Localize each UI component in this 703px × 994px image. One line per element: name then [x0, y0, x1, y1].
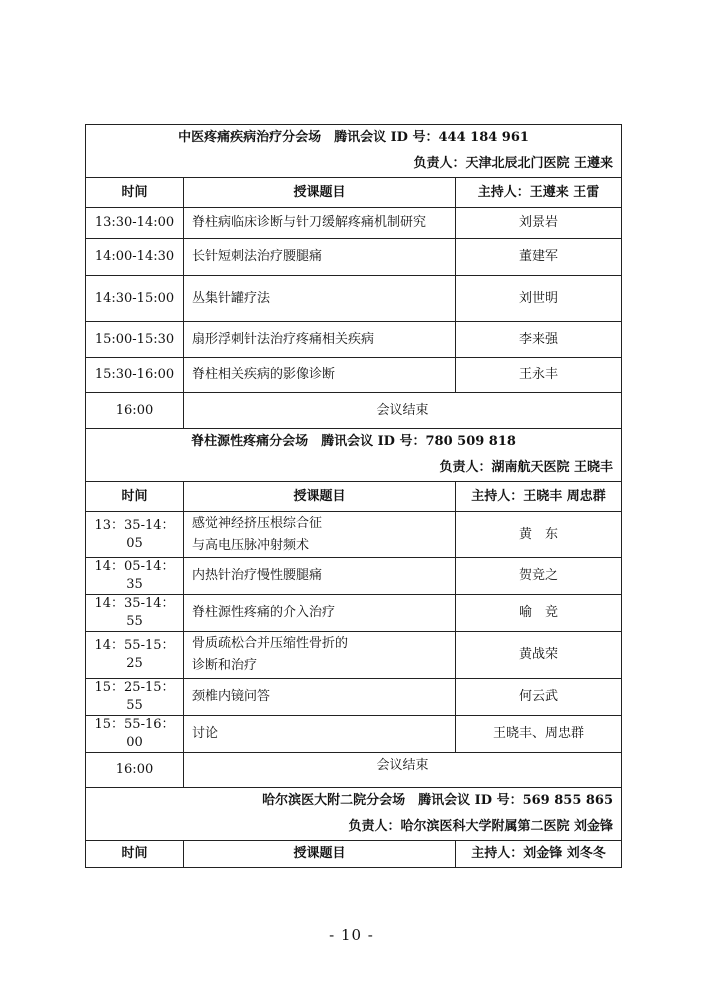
session-speaker: 贺竞之 [456, 558, 622, 595]
session-topic: 内热针治疗慢性腰腿痛 [184, 558, 456, 595]
schedule-sheet [85, 124, 621, 868]
table-row [86, 558, 622, 595]
col-time-header: 时间 [86, 178, 184, 208]
col-topic-header: 授课题目 [184, 482, 456, 512]
table-row [86, 208, 622, 239]
session-time: 14:00-14:30 [86, 239, 184, 276]
table-row-end [86, 393, 622, 429]
session-topic-line: 与高电压脉冲射频术 [192, 537, 310, 553]
session-time: 14:30-15:00 [86, 276, 184, 322]
session-speaker: 李来强 [456, 322, 622, 358]
section-responsible: 负责人：哈尔滨医科大学附属第二医院 刘金锋 [348, 819, 614, 834]
session-speaker: 王晓丰、周忠群 [456, 716, 622, 753]
col-topic-header: 授课题目 [184, 178, 456, 208]
end-time: 16:00 [86, 393, 184, 429]
session-topic: 讨论 [184, 716, 456, 753]
session-time: 15:00-15:30 [86, 322, 184, 358]
session-speaker: 王永丰 [456, 358, 622, 393]
section-responsible: 负责人：湖南航天医院 王晓丰 [439, 460, 614, 475]
session-speaker: 董建军 [456, 239, 622, 276]
table-row [86, 679, 622, 716]
table-row [86, 358, 622, 393]
table-row [86, 595, 622, 632]
session-time: 13:30-14:00 [86, 208, 184, 239]
end-time: 16:00 [86, 753, 184, 788]
session-topic [184, 512, 456, 558]
session-topic: 脊柱源性疼痛的介入治疗 [184, 595, 456, 632]
session-topic: 扇形浮刺针法治疗疼痛相关疾病 [184, 322, 456, 358]
session-speaker: 黄 东 [456, 512, 622, 558]
table-row [86, 716, 622, 753]
session-time: 15：55-16：00 [86, 716, 184, 753]
column-header-row [86, 482, 622, 512]
end-label: 会议结束 [184, 393, 622, 429]
column-header-row [86, 841, 622, 868]
session-topic-line: 诊断和治疗 [192, 658, 258, 673]
table-row [86, 239, 622, 276]
section-header-row [86, 788, 622, 841]
session-topic: 脊柱相关疾病的影像诊断 [184, 358, 456, 393]
col-host-header: 主持人：刘金锋 刘冬冬 [456, 841, 622, 868]
session-speaker: 黄战荣 [456, 632, 622, 679]
table-row [86, 632, 622, 679]
section-header [86, 429, 622, 482]
table-row [86, 512, 622, 558]
column-header-row [86, 178, 622, 208]
session-speaker: 刘世明 [456, 276, 622, 322]
section-title: 脊柱源性疼痛分会场 腾讯会议 ID 号：780 509 818 [191, 434, 516, 449]
session-topic: 颈椎内镜问答 [184, 679, 456, 716]
session-topic: 脊柱病临床诊断与针刀缓解疼痛机制研究 [184, 208, 456, 239]
section-title: 中医疼痛疾病治疗分会场 腾讯会议 ID 号：444 184 961 [178, 130, 529, 145]
session-time: 14：55-15：25 [86, 632, 184, 679]
table-row [86, 276, 622, 322]
session-time: 14：35-14：55 [86, 595, 184, 632]
section-header-row [86, 125, 622, 178]
session-topic: 丛集针罐疗法 [184, 276, 456, 322]
page-number: - 10 - [329, 926, 374, 944]
section-responsible: 负责人：天津北辰北门医院 王遵来 [413, 156, 614, 171]
col-host-header: 主持人：王遵来 王雷 [456, 178, 622, 208]
session-time: 15:30-16:00 [86, 358, 184, 393]
end-label: 会议结束 [184, 753, 622, 788]
section-header [86, 125, 622, 178]
section-header-row [86, 429, 622, 482]
session-time: 13：35-14：05 [86, 512, 184, 558]
session-topic-line: 骨质疏松合并压缩性骨折的 [192, 636, 349, 651]
schedule-table [85, 124, 622, 868]
section-header [86, 788, 622, 841]
col-time-header: 时间 [86, 482, 184, 512]
col-host-header: 主持人：王晓丰 周忠群 [456, 482, 622, 512]
session-topic [184, 632, 456, 679]
table-row [86, 322, 622, 358]
table-row-end [86, 753, 622, 788]
section-title: 哈尔滨医大附二院分会场 腾讯会议 ID 号：569 855 865 [262, 793, 614, 808]
session-speaker: 刘景岩 [456, 208, 622, 239]
session-topic: 长针短刺法治疗腰腿痛 [184, 239, 456, 276]
col-time-header: 时间 [86, 841, 184, 868]
session-speaker: 喻 竞 [456, 595, 622, 632]
session-time: 14：05-14：35 [86, 558, 184, 595]
col-topic-header: 授课题目 [184, 841, 456, 868]
session-topic-line: 感觉神经挤压根综合征 [192, 515, 323, 531]
session-speaker: 何云武 [456, 679, 622, 716]
session-time: 15：25-15：55 [86, 679, 184, 716]
